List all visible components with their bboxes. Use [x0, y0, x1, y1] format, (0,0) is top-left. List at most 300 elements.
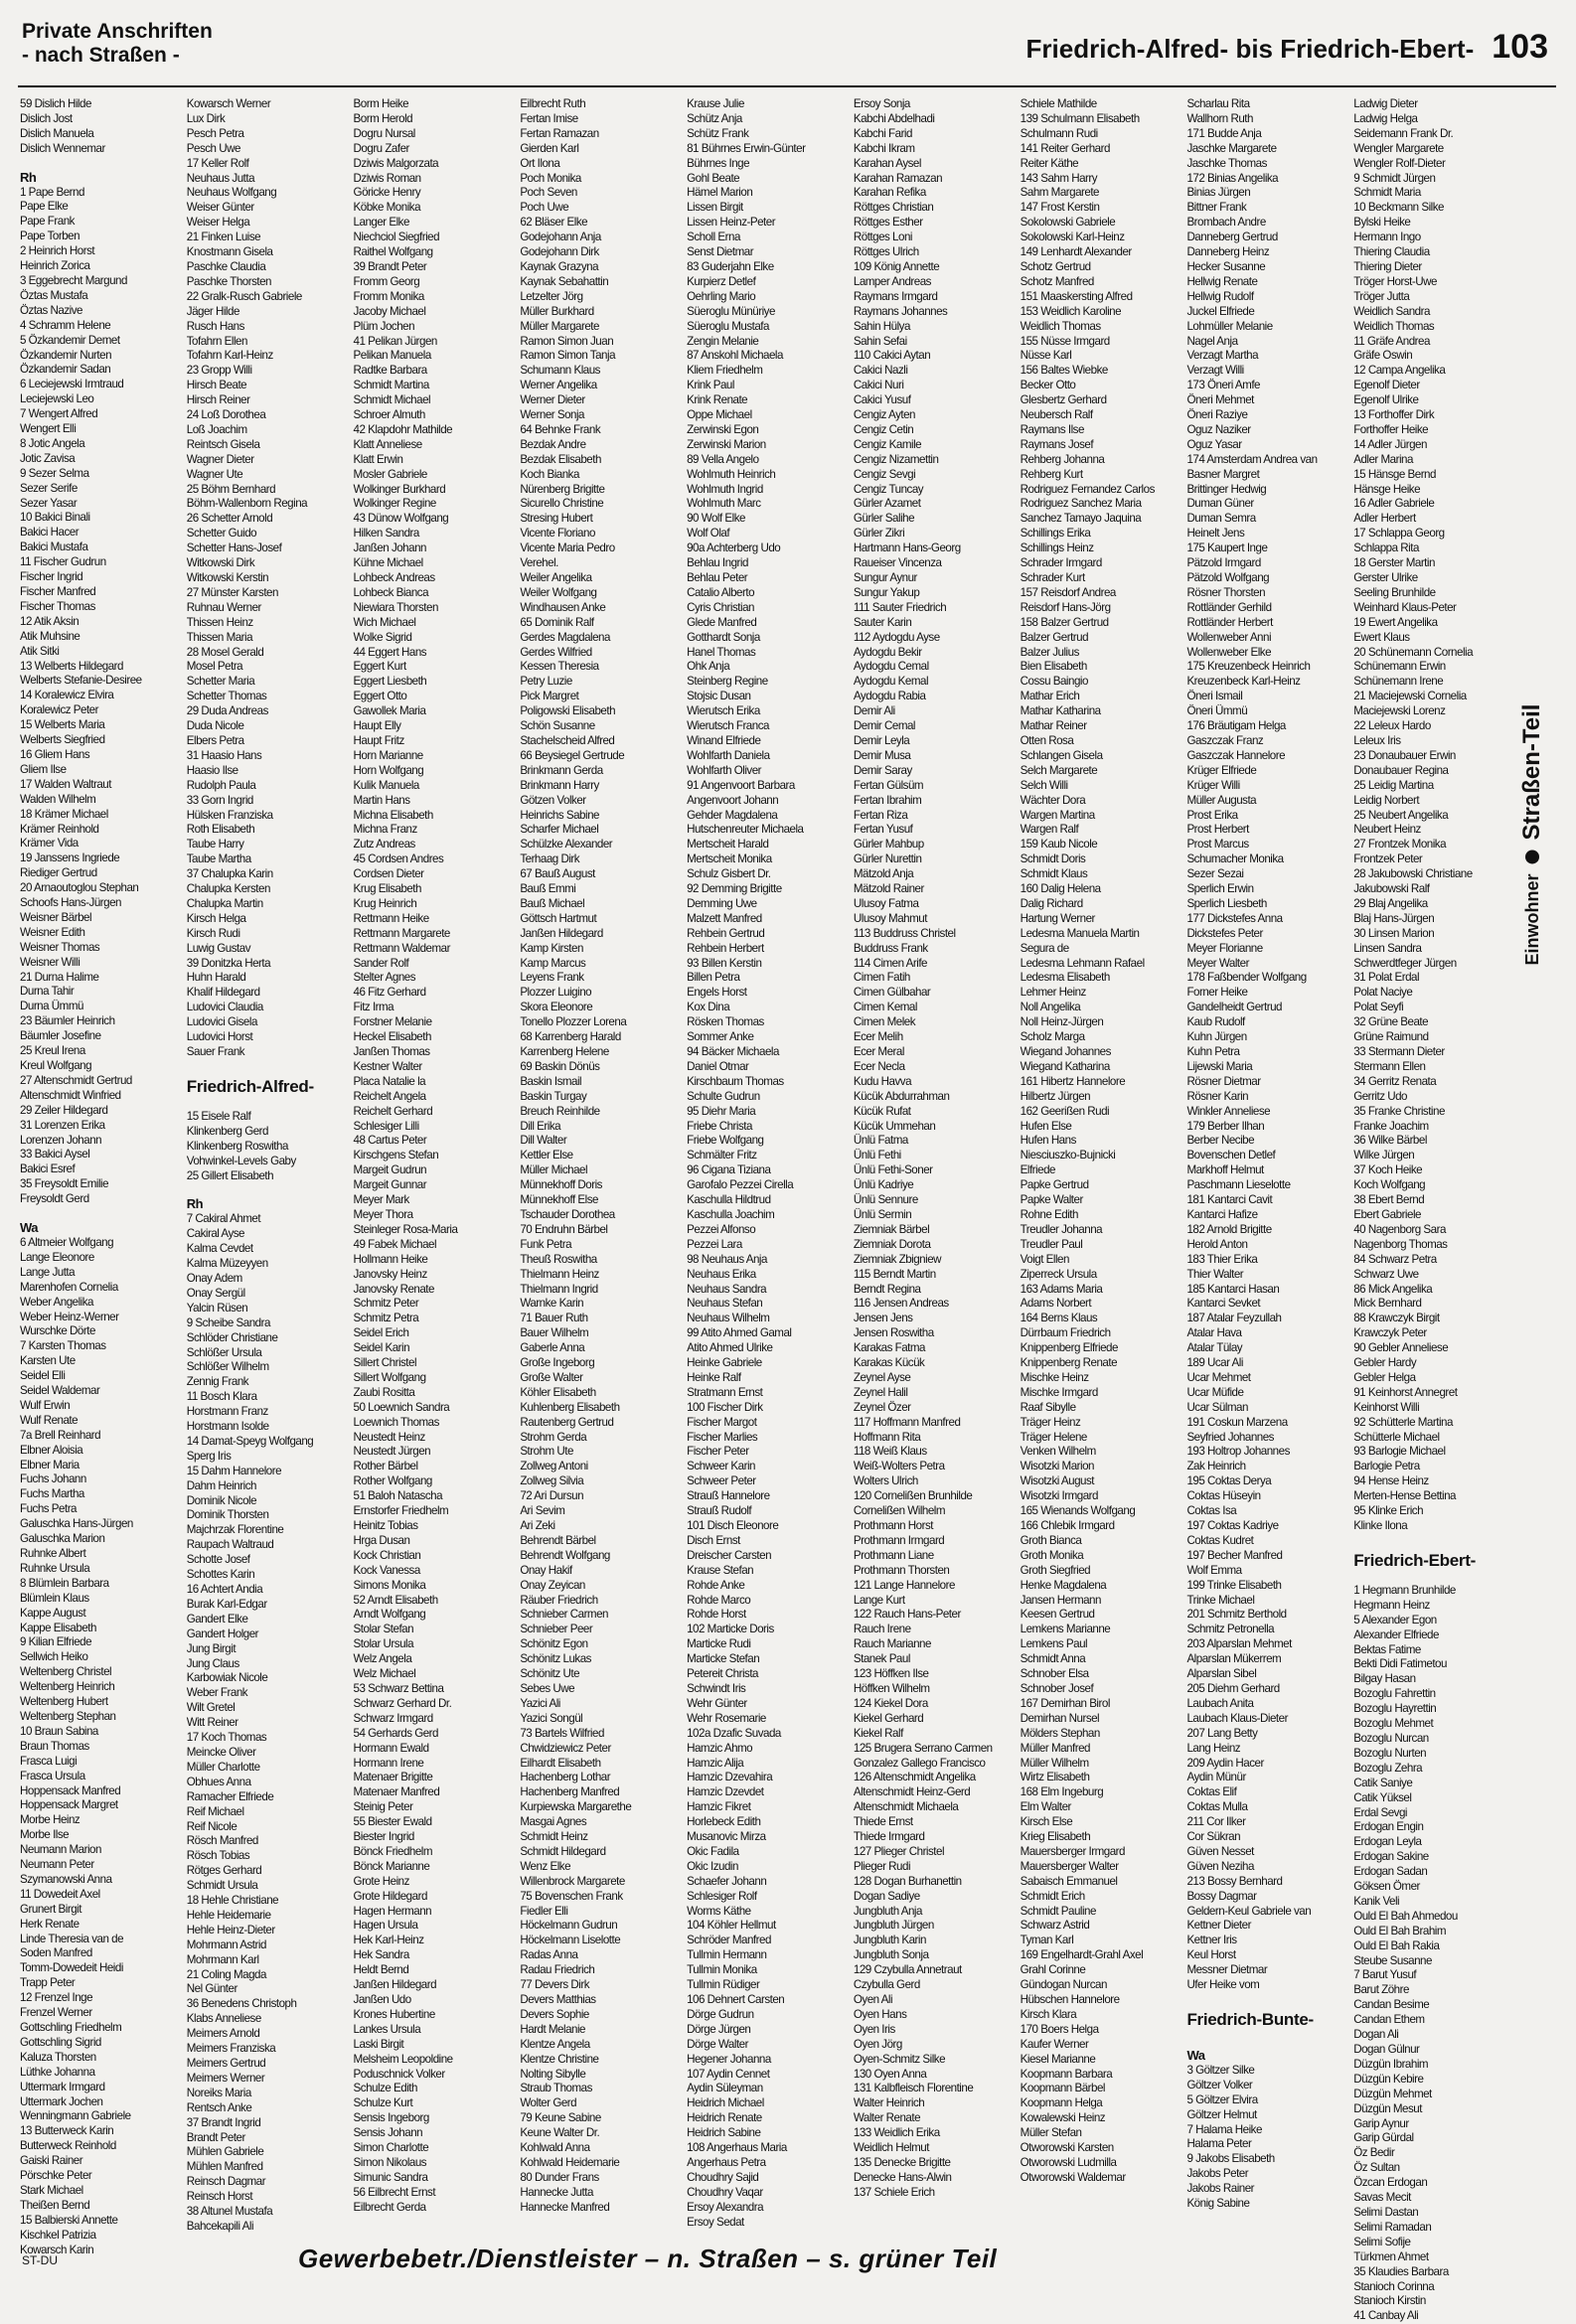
- resident-entry: Tomm-Dowedeit Heidi: [20, 1961, 123, 1975]
- resident-entry: Karbowiak Nicole: [186, 1671, 268, 1685]
- resident-entry: Ucar Mehmet: [1186, 1370, 1251, 1384]
- resident-entry: Freysoldt Gerd: [20, 1192, 89, 1206]
- resident-entry: 21 Maciejewski Cornelia: [1353, 690, 1467, 703]
- resident-entry: Hamzic Dzevdet: [687, 1785, 764, 1799]
- resident-entry: Coktas Mulla: [1186, 1800, 1248, 1814]
- resident-entry: Lux Dirk: [186, 111, 226, 125]
- resident-entry: Bauß Michael: [520, 896, 585, 910]
- resident-entry: Karahan Aysel: [853, 156, 921, 170]
- resident-entry: Lüthke Johanna: [20, 2065, 95, 2079]
- resident-entry: Mischke Heinz: [1020, 1370, 1089, 1384]
- resident-entry: Onay Adem: [186, 1271, 242, 1285]
- resident-entry: Wolf Olaf: [687, 527, 730, 541]
- resident-entry: Rösch Manfred: [186, 1834, 258, 1848]
- resident-entry: Behlau Ingrid: [687, 556, 748, 570]
- resident-entry: Cimen Kemal: [853, 1001, 917, 1014]
- resident-entry: Leidig Norbert: [1353, 793, 1420, 807]
- resident-entry: Papke Walter: [1020, 1193, 1083, 1207]
- resident-entry: Rusch Hans: [186, 319, 244, 333]
- resident-entry: Wisotzki Marion: [1020, 1460, 1094, 1473]
- resident-entry: Stresing Hubert: [520, 512, 593, 526]
- resident-entry: 18 Hehle Christiane: [186, 1894, 279, 1908]
- resident-entry: Rettmann Margarete: [353, 926, 450, 940]
- resident-entry: Weiler Angelika: [520, 571, 592, 584]
- resident-entry: Sokolowski Karl-Heinz: [1020, 231, 1125, 244]
- resident-entry: 199 Trinke Elisabeth: [1186, 1578, 1282, 1592]
- resident-entry: 36 Benedens Christoph: [186, 1997, 297, 2011]
- resident-entry: 191 Coskun Marzena: [1186, 1415, 1288, 1429]
- resident-entry: Letzelter Jörg: [520, 289, 583, 303]
- resident-entry: Witkowski Dirk: [186, 556, 255, 570]
- resident-entry: 125 Brugera Serrano Carmen: [853, 1741, 993, 1755]
- resident-entry: Kaluza Thorsten: [20, 2050, 96, 2064]
- resident-entry: Denecke Hans-Alwin: [853, 2170, 952, 2184]
- resident-entry: Catik Yüksel: [1353, 1790, 1412, 1804]
- resident-entry: Weber Heinz-Werner: [20, 1310, 119, 1323]
- resident-entry: Kabchi Ikram: [853, 141, 915, 155]
- resident-entry: Thiede Irmgard: [853, 1830, 925, 1844]
- resident-entry: Hannecke Manfred: [520, 2200, 610, 2214]
- resident-entry: Mertscheit Monika: [687, 852, 772, 866]
- resident-entry: Lemkens Marianne: [1020, 1623, 1111, 1636]
- resident-entry: 5 Alexander Egon: [1353, 1613, 1437, 1627]
- resident-entry: Masgai Agnes: [520, 1815, 587, 1829]
- resident-entry: Zerwinski Marion: [687, 437, 766, 451]
- resident-entry: Trinke Michael: [1186, 1593, 1255, 1607]
- resident-entry: Worms Käthe: [687, 1904, 751, 1918]
- resident-entry: Hek Sandra: [353, 1948, 409, 1962]
- resident-entry: Müller Margarete: [520, 319, 599, 333]
- resident-entry: 72 Ari Dursun: [520, 1489, 584, 1503]
- resident-entry: Daniel Otmar: [687, 1059, 749, 1073]
- resident-entry: Danneberg Heinz: [1186, 245, 1270, 259]
- resident-entry: Ledesma Lehmann Rafael: [1020, 956, 1145, 970]
- resident-entry: Schulze Edith: [353, 2082, 417, 2095]
- resident-entry: Koopmann Barbara: [1020, 2067, 1113, 2081]
- resident-entry: Bien Elisabeth: [1020, 660, 1087, 674]
- resident-entry: 173 Öneri Amfe: [1186, 379, 1260, 392]
- resident-entry: Aydogdu Rabia: [853, 690, 926, 703]
- resident-entry: Neuhaus Jutta: [186, 171, 255, 185]
- resident-entry: Onay Hakif: [520, 1563, 572, 1577]
- resident-entry: Pelikan Manuela: [353, 349, 431, 363]
- resident-entry: Jansen Hermann: [1020, 1593, 1101, 1607]
- resident-entry: Tschauder Dorothea: [520, 1207, 615, 1221]
- resident-entry: Pörschke Peter: [20, 2169, 92, 2183]
- resident-entry: Brinkmann Harry: [520, 778, 599, 792]
- resident-entry: Schnieber Carmen: [520, 1608, 608, 1622]
- resident-entry: Wiegand Katharina: [1020, 1059, 1110, 1073]
- resident-entry: Hutschenreuter Michaela: [687, 823, 804, 837]
- resident-entry: Weber Angelika: [20, 1295, 93, 1309]
- resident-entry: Prost Marcus: [1186, 838, 1249, 852]
- spacer: [187, 1102, 344, 1110]
- resident-entry: 42 Klapdohr Mathilde: [353, 422, 453, 436]
- resident-entry: Cordsen Dieter: [353, 867, 424, 881]
- resident-entry: Kücük Abdurrahman: [853, 1089, 950, 1103]
- resident-entry: 117 Hoffmann Manfred: [853, 1415, 961, 1429]
- resident-entry: Niechciol Siegfried: [353, 231, 440, 244]
- resident-entry: Sabaisch Emmanuel: [1020, 1874, 1118, 1888]
- resident-entry: Strohm Gerda: [520, 1430, 587, 1444]
- resident-entry: 13 Welberts Hildegard: [20, 659, 123, 673]
- resident-entry: Forner Heike: [1186, 986, 1248, 1000]
- resident-entry: Dreischer Carsten: [687, 1548, 772, 1562]
- resident-entry: Erdal Sevgi: [1353, 1805, 1408, 1819]
- resident-entry: Dill Erika: [520, 1119, 561, 1133]
- resident-entry: 29 Blaj Angelika: [1353, 896, 1428, 910]
- resident-entry: Mauersberger Walter: [1020, 1859, 1119, 1873]
- resident-entry: 147 Frost Kerstin: [1020, 201, 1100, 215]
- resident-entry: Gebler Helga: [1353, 1370, 1416, 1384]
- resident-entry: Kudu Havva: [853, 1074, 912, 1088]
- resident-entry: Röttges Esther: [853, 216, 923, 230]
- resident-entry: Glede Manfred: [687, 615, 757, 629]
- resident-entry: Fischer Marlies: [687, 1430, 758, 1444]
- resident-entry: 108 Angerhaus Maria: [687, 2141, 787, 2155]
- resident-entry: Meyer Mark: [353, 1193, 409, 1207]
- resident-entry: Eilbrecht Gerda: [353, 2200, 426, 2214]
- resident-entry: 39 Donitzka Herta: [186, 956, 271, 970]
- resident-entry: Ulusoy Fatma: [853, 896, 919, 910]
- resident-entry: Trapp Peter: [20, 1976, 76, 1990]
- resident-entry: Raaf Sibylle: [1020, 1400, 1076, 1414]
- street-heading: Friedrich-Alfred-: [186, 1076, 314, 1096]
- resident-entry: Kirschbaum Thomas: [687, 1074, 784, 1088]
- resident-entry: Gaiski Rainer: [20, 2154, 83, 2168]
- resident-entry: 172 Binias Angelika: [1186, 171, 1279, 185]
- resident-entry: Noll Heinz-Jürgen: [1020, 1015, 1104, 1029]
- resident-entry: Borm Herold: [353, 111, 413, 125]
- resident-entry: Kischkel Patrizia: [20, 2228, 96, 2242]
- resident-entry: 13 Butterweck Karin: [20, 2124, 114, 2138]
- resident-entry: Henke Magdalena: [1020, 1578, 1107, 1592]
- resident-entry: Wohlfarth Daniela: [687, 748, 770, 762]
- resident-entry: Welz Angela: [353, 1652, 412, 1666]
- resident-entry: Jotic Zavisa: [20, 451, 76, 465]
- resident-entry: Rehberg Kurt: [1020, 467, 1083, 481]
- resident-entry: Meyer Thora: [353, 1207, 413, 1221]
- resident-entry: Jäger Hilde: [186, 304, 239, 318]
- resident-entry: Frenzel Werner: [20, 2006, 92, 2020]
- resident-entry: Morbe Heinz: [20, 1813, 80, 1827]
- resident-entry: Pesch Uwe: [186, 141, 240, 155]
- resident-entry: Glesbertz Gerhard: [1020, 393, 1107, 407]
- resident-entry: Weiser Günter: [186, 201, 254, 215]
- resident-entry: Wolkinger Burkhard: [353, 482, 446, 496]
- resident-entry: Krause Julie: [687, 97, 744, 110]
- resident-entry: Sezer Sezai: [1186, 867, 1244, 881]
- resident-entry: Schmidt Michael: [353, 393, 431, 407]
- resident-entry: Taube Martha: [186, 852, 251, 866]
- resident-entry: Schünemann Irene: [1353, 675, 1444, 689]
- resident-entry: Steinig Peter: [353, 1800, 413, 1814]
- resident-entry: 137 Schiele Erich: [853, 2185, 935, 2199]
- resident-entry: Ould El Bah Rakia: [1353, 1938, 1440, 1952]
- resident-entry: Wolkinger Regine: [353, 497, 436, 511]
- resident-entry: Schönitz Egon: [520, 1637, 588, 1651]
- resident-entry: 37 Brandt Ingrid: [186, 2115, 261, 2129]
- resident-entry: Heinrichs Sabine: [520, 808, 599, 822]
- resident-entry: Sahin Sefai: [853, 334, 907, 348]
- resident-entry: 130 Oyen Anna: [853, 2067, 927, 2081]
- resident-entry: Kulik Manuela: [353, 778, 419, 792]
- resident-entry: Zennig Frank: [186, 1375, 249, 1389]
- resident-entry: Pezzei Lara: [687, 1237, 742, 1251]
- resident-entry: 1 Hegmann Brunhilde: [1353, 1583, 1456, 1597]
- resident-entry: Borm Heike: [353, 97, 409, 110]
- resident-entry: Schlößer Wilhelm: [186, 1360, 269, 1374]
- resident-entry: Schnieber Peer: [520, 1623, 593, 1636]
- resident-entry: Juckel Elfriede: [1186, 304, 1255, 318]
- resident-entry: Schmidt Erich: [1020, 1889, 1085, 1903]
- resident-entry: 86 Mick Angelika: [1353, 1282, 1433, 1296]
- resident-entry: 91 Keinhorst Annegret: [1353, 1385, 1458, 1399]
- resident-entry: Hegmann Heinz: [1353, 1598, 1430, 1612]
- resident-entry: Kaufer Werner: [1020, 2037, 1089, 2051]
- resident-entry: 93 Billen Kerstin: [687, 956, 762, 970]
- resident-entry: Schoofs Hans-Jürgen: [20, 896, 121, 910]
- resident-entry: Selch Margarete: [1020, 763, 1098, 777]
- resident-entry: Straub Thomas: [520, 2082, 592, 2095]
- resident-entry: Weisner Bärbel: [20, 910, 92, 924]
- resident-entry: 168 Elm Ingeburg: [1020, 1785, 1104, 1799]
- resident-entry: 19 Ewert Angelika: [1353, 615, 1438, 629]
- resident-entry: Schotz Gertrud: [1020, 259, 1091, 273]
- resident-entry: Franke Joachim: [1353, 1119, 1429, 1133]
- resident-entry: Hollmann Heike: [353, 1252, 428, 1266]
- resident-entry: Dalig Richard: [1020, 896, 1083, 910]
- resident-entry: Keul Horst: [1186, 1948, 1236, 1962]
- resident-entry: 23 Gropp Willi: [186, 364, 252, 378]
- resident-entry: Sanchez Tamayo Jaquina: [1020, 512, 1142, 526]
- resident-entry: Cakiral Ayse: [186, 1227, 244, 1241]
- resident-entry: 102 Marticke Doris: [687, 1623, 774, 1636]
- resident-entry: Simunic Sandra: [353, 2170, 428, 2184]
- resident-entry: Rohde Marco: [687, 1593, 751, 1607]
- resident-entry: Koralewicz Peter: [20, 703, 98, 717]
- resident-entry: Tullmin Hermann: [687, 1948, 767, 1962]
- resident-entry: 139 Schulmann Elisabeth: [1020, 111, 1140, 125]
- resident-entry: Bektas Fatime: [1353, 1642, 1421, 1656]
- resident-entry: Rother Bärbel: [353, 1460, 418, 1473]
- resident-entry: Bauer Wilhelm: [520, 1326, 589, 1340]
- resident-entry: Wehr Günter: [687, 1696, 747, 1710]
- resident-entry: Schroer Almuth: [353, 408, 425, 422]
- resident-entry: Bozoglu Nurten: [1353, 1746, 1427, 1760]
- resident-entry: Karakas Fatma: [853, 1341, 925, 1355]
- resident-entry: Tofahrn Karl-Heinz: [186, 349, 273, 363]
- resident-entry: Schlößer Ursula: [186, 1345, 262, 1359]
- resident-entry: Hermann Ingo: [1353, 231, 1421, 244]
- resident-entry: Kühne Michael: [353, 556, 423, 570]
- resident-entry: Radau Friedrich: [520, 1963, 595, 1977]
- resident-entry: Candan Ethem: [1353, 2013, 1425, 2027]
- resident-entry: Willenbrock Margarete: [520, 1874, 625, 1888]
- resident-entry: Behrendt Wolfgang: [520, 1548, 610, 1562]
- resident-entry: Hehle Heidemarie: [186, 1908, 271, 1922]
- resident-entry: 89 Vella Angelo: [687, 452, 759, 466]
- resident-entry: 14 Koralewicz Elvira: [20, 689, 114, 702]
- resident-entry: Polat Naciye: [1353, 986, 1413, 1000]
- resident-entry: Schnober Elsa: [1020, 1667, 1089, 1681]
- resident-entry: 12 Atik Aksin: [20, 614, 79, 628]
- resident-entry: Malzett Manfred: [687, 911, 762, 925]
- resident-entry: 87 Anskohl Michaela: [687, 349, 783, 363]
- resident-entry: Neuhaus Erika: [687, 1267, 756, 1281]
- resident-entry: Mathar Erich: [1020, 690, 1080, 703]
- resident-entry: Krieg Elisabeth: [1020, 1830, 1091, 1844]
- resident-entry: Oyen Hans: [853, 2007, 907, 2021]
- resident-entry: Hämel Marion: [687, 186, 753, 200]
- resident-entry: Wirtz Elisabeth: [1020, 1771, 1090, 1784]
- resident-entry: Witkowski Kerstin: [186, 571, 269, 584]
- resident-entry: 34 Gerritz Renata: [1353, 1074, 1437, 1088]
- resident-entry: Vicente Floriano: [520, 527, 595, 541]
- resident-entry: Petry Luzie: [520, 675, 572, 689]
- resident-entry: Choudhry Vaqar: [687, 2185, 763, 2199]
- resident-entry: 1 Pape Bernd: [20, 185, 84, 199]
- resident-entry: 183 Thier Erika: [1186, 1252, 1258, 1266]
- resident-entry: Elm Walter: [1020, 1800, 1071, 1814]
- directory-column-8: [1186, 97, 1343, 2324]
- resident-entry: Ort Ilona: [520, 156, 560, 170]
- resident-entry: Ladwig Helga: [1353, 111, 1418, 125]
- resident-entry: 175 Kreuzenbeck Heinrich: [1186, 660, 1311, 674]
- resident-entry: Öneri Raziye: [1186, 408, 1248, 422]
- resident-entry: Steube Susanne: [1353, 1953, 1432, 1967]
- resident-entry: Göttsch Hartmut: [520, 911, 597, 925]
- resident-entry: Reif Nicole: [186, 1819, 237, 1833]
- resident-entry: Ramacher Elfriede: [186, 1789, 274, 1803]
- bullet-icon: [1525, 850, 1539, 863]
- resident-entry: Kox Dina: [687, 1001, 730, 1014]
- resident-entry: Strohm Ute: [520, 1445, 573, 1459]
- resident-entry: Mühlen Gabriele: [186, 2145, 264, 2159]
- resident-entry: Ludovici Gisela: [186, 1015, 257, 1029]
- resident-entry: Hegener Johanna: [687, 2052, 771, 2066]
- resident-entry: 17 Walden Waltraut: [20, 777, 111, 791]
- resident-entry: Kalma Müzeyyen: [186, 1257, 268, 1271]
- resident-entry: Kaschulla Hildtrud: [687, 1193, 771, 1207]
- resident-entry: 11 Fischer Gudrun: [20, 555, 106, 569]
- resident-entry: Simon Charlotte: [353, 2141, 429, 2155]
- resident-entry: Tonello Plozzer Lorena: [520, 1015, 627, 1029]
- resident-entry: Theuß Roswitha: [520, 1252, 597, 1266]
- resident-entry: Schulmann Rudi: [1020, 126, 1098, 140]
- resident-entry: Leyens Frank: [520, 971, 584, 985]
- resident-entry: Jensen Roswitha: [853, 1326, 934, 1340]
- resident-entry: Taube Harry: [186, 838, 244, 852]
- spacer: [1186, 1993, 1343, 2001]
- resident-entry: Rottländer Herbert: [1186, 615, 1273, 629]
- resident-entry: Poduschnick Volker: [353, 2067, 445, 2081]
- resident-entry: Karahan Ramazan: [853, 171, 943, 185]
- resident-entry: Breuch Reinhilde: [520, 1104, 600, 1118]
- resident-entry: 27 Frontzek Monika: [1353, 838, 1447, 852]
- resident-entry: 43 Dünow Wolfgang: [353, 512, 449, 526]
- resident-entry: Weisner Edith: [20, 925, 85, 939]
- resident-entry: Ünlü Fatma: [853, 1134, 908, 1148]
- resident-entry: Simon Nikolaus: [353, 2155, 427, 2169]
- resident-entry: Seidel Waldemar: [20, 1384, 100, 1398]
- resident-entry: Cimen Fatih: [853, 971, 910, 985]
- resident-entry: Egenolf Dieter: [1353, 379, 1420, 392]
- resident-entry: Sensis Johann: [353, 2126, 423, 2140]
- resident-entry: 162 Geerißen Rudi: [1020, 1104, 1110, 1118]
- resident-entry: Atik Muhsine: [20, 629, 80, 643]
- resident-entry: Loewnich Thomas: [353, 1415, 439, 1429]
- resident-entry: Kabchi Farid: [853, 126, 912, 140]
- resident-entry: Cengiz Sevgi: [853, 467, 916, 481]
- resident-entry: Poligowski Elisabeth: [520, 704, 616, 718]
- resident-entry: Rettmann Waldemar: [353, 941, 450, 955]
- resident-entry: Kirsch Else: [1020, 1815, 1073, 1829]
- resident-entry: Godejohann Anja: [520, 231, 601, 244]
- resident-entry: Wenningmann Gabriele: [20, 2109, 131, 2123]
- resident-entry: Schetter Guido: [186, 527, 257, 541]
- resident-entry: Plozzer Luigino: [520, 986, 592, 1000]
- directory-column-4: [520, 97, 677, 2324]
- resident-entry: Schrader Irmgard: [1020, 556, 1102, 570]
- resident-entry: 11 Bosch Klara: [186, 1390, 257, 1404]
- resident-entry: Prothmann Thorsten: [853, 1563, 950, 1577]
- resident-entry: Jakubowski Ralf: [1353, 882, 1430, 896]
- resident-entry: Wisotzki August: [1020, 1474, 1094, 1488]
- resident-entry: Fertan Imise: [520, 111, 578, 125]
- resident-entry: Hanel Thomas: [687, 645, 756, 659]
- resident-entry: Neuhaus Wolfgang: [186, 186, 277, 200]
- resident-entry: Schulz Gisbert Dr.: [687, 867, 771, 881]
- resident-entry: Jungbluth Sonja: [853, 1948, 929, 1962]
- resident-entry: Gohl Beate: [687, 171, 740, 185]
- resident-entry: Rettmann Heike: [353, 911, 429, 925]
- resident-entry: Rehbein Herbert: [687, 941, 764, 955]
- resident-entry: 7 Karsten Thomas: [20, 1339, 106, 1353]
- resident-entry: Lemkens Paul: [1020, 1637, 1088, 1651]
- resident-entry: Selimi Ramadan: [1353, 2220, 1432, 2234]
- resident-entry: Atik Sitki: [20, 644, 60, 658]
- resident-entry: Gotthardt Sonja: [687, 630, 760, 644]
- resident-entry: Knostmann Gisela: [186, 245, 273, 259]
- resident-entry: Münnekhoff Doris: [520, 1178, 602, 1192]
- resident-entry: Rösner Thorsten: [1186, 585, 1266, 599]
- resident-entry: Brittinger Hedwig: [1186, 482, 1267, 496]
- resident-entry: Walter Heinrich: [853, 2096, 925, 2110]
- district-code: Rh: [186, 1196, 204, 1212]
- resident-entry: 110 Cakici Aytan: [853, 349, 931, 363]
- resident-entry: Fiedler Elli: [520, 1904, 568, 1918]
- resident-entry: Placa Natalie la: [353, 1074, 426, 1088]
- resident-entry: Cakici Yusuf: [853, 393, 911, 407]
- resident-entry: 20 Arnaoutoglou Stephan: [20, 881, 139, 895]
- resident-entry: Kuhn Petra: [1186, 1045, 1240, 1058]
- resident-entry: Kock Christian: [353, 1548, 421, 1562]
- resident-entry: Margeit Gunnar: [353, 1178, 427, 1192]
- resident-entry: Schaefer Johann: [687, 1874, 767, 1888]
- resident-entry: Eggert Otto: [353, 690, 407, 703]
- resident-entry: Windhausen Anke: [520, 600, 606, 614]
- resident-entry: 54 Gerhards Gerd: [353, 1726, 438, 1740]
- resident-entry: 52 Arndt Elisabeth: [353, 1593, 438, 1607]
- resident-entry: 124 Kiekel Dora: [853, 1696, 928, 1710]
- resident-entry: Messner Dietmar: [1186, 1963, 1268, 1977]
- resident-entry: 116 Jensen Andreas: [853, 1297, 949, 1311]
- resident-entry: Schetter Maria: [186, 675, 255, 689]
- resident-entry: Thiede Ernst: [853, 1815, 913, 1829]
- resident-entry: Mohrmann Karl: [186, 1952, 259, 1966]
- resident-entry: König Sabine: [1186, 2197, 1250, 2211]
